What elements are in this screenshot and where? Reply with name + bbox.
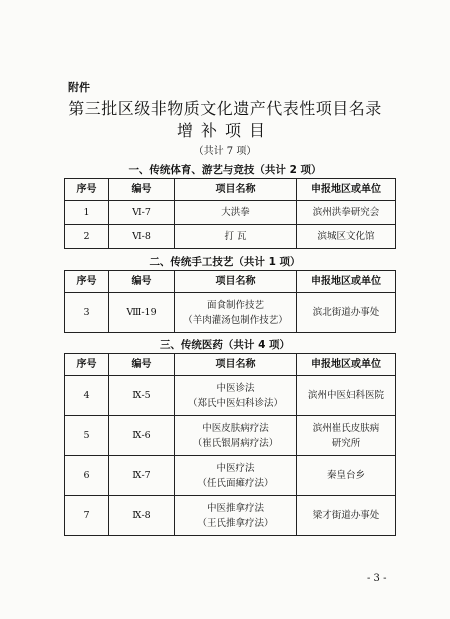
header-no: 序号	[65, 271, 109, 293]
row-no: 7	[65, 496, 109, 536]
row-name-line: 中医推拿疗法	[206, 502, 264, 514]
row-no: 4	[65, 376, 109, 416]
row-name-line: 中医诊法	[216, 382, 255, 394]
row-code: Ⅸ-7	[109, 456, 175, 496]
table-sports	[64, 178, 396, 249]
row-code: Ⅵ-7	[109, 201, 175, 225]
row-no: 6	[65, 456, 109, 496]
header-name: 项目名称	[175, 354, 297, 376]
section-heading-sports: 一、传统体育、游艺与竞技（共计 2 项）	[128, 164, 322, 176]
row-name-line: （王氏推拿疗法）	[197, 517, 274, 529]
header-unit: 申报地区或单位	[297, 354, 396, 376]
table-row	[65, 376, 396, 416]
row-name: 大洪拳	[175, 201, 297, 225]
row-no: 2	[65, 225, 109, 249]
row-no: 1	[65, 201, 109, 225]
table-row	[65, 496, 396, 536]
total-count: （共计 7 项）	[193, 146, 257, 157]
section-heading-crafts: 二、传统手工技艺（共计 1 项）	[149, 256, 301, 268]
page-title: 第三批区级非物质文化遗产代表性项目名录	[68, 99, 382, 118]
row-name-line: （郑氏中医妇科诊法）	[187, 397, 283, 409]
row-name-line: （任氏面瘫疗法）	[197, 477, 274, 489]
page-subtitle: 增补项目	[176, 121, 273, 140]
header-no: 序号	[65, 179, 109, 201]
table-row	[65, 225, 396, 249]
table-medicine	[64, 353, 396, 536]
row-name-line: （羊肉灌汤包制作技艺）	[183, 314, 288, 326]
row-name-line: （崔氏银屑病疗法）	[192, 437, 279, 449]
row-name	[175, 376, 297, 416]
header-unit: 申报地区或单位	[297, 179, 396, 201]
header-code: 编号	[109, 354, 175, 376]
row-unit: 滨州洪拳研究会	[297, 201, 396, 225]
row-unit-line: 研究所	[331, 437, 361, 449]
row-unit: 梁才街道办事处	[297, 496, 396, 536]
row-name	[175, 416, 297, 456]
table-row	[65, 201, 396, 225]
row-name	[175, 496, 297, 536]
page-number: - 3 -	[367, 573, 387, 584]
row-unit: 滨州中医妇科医院	[297, 376, 396, 416]
row-code: Ⅸ-8	[109, 496, 175, 536]
row-unit: 秦皇台乡	[297, 456, 396, 496]
row-name: 打 瓦	[175, 225, 297, 249]
header-unit: 申报地区或单位	[297, 271, 396, 293]
row-name-line: 中医皮肤病疗法	[202, 422, 269, 434]
table-header-row	[65, 271, 396, 293]
row-unit	[297, 416, 396, 456]
table-header-row	[65, 179, 396, 201]
row-unit: 滨城区文化馆	[297, 225, 396, 249]
header-code: 编号	[109, 271, 175, 293]
table-header-row	[65, 354, 396, 376]
row-name-line: 中医疗法	[216, 462, 255, 474]
row-code: Ⅷ-19	[109, 293, 175, 333]
row-name	[175, 456, 297, 496]
header-no: 序号	[65, 354, 109, 376]
table-crafts	[64, 270, 396, 333]
table-row	[65, 293, 396, 333]
row-code: Ⅵ-8	[109, 225, 175, 249]
row-unit: 滨北街道办事处	[297, 293, 396, 333]
attachment-label: 附件	[68, 81, 90, 94]
section-heading-medicine: 三、传统医药（共计 4 项）	[159, 339, 291, 351]
row-code: Ⅸ-6	[109, 416, 175, 456]
header-name: 项目名称	[175, 271, 297, 293]
row-name	[175, 293, 297, 333]
row-no: 3	[65, 293, 109, 333]
row-code: Ⅸ-5	[109, 376, 175, 416]
row-no: 5	[65, 416, 109, 456]
row-unit-line: 滨州崔氏皮肤病	[312, 422, 380, 434]
table-row	[65, 456, 396, 496]
header-name: 项目名称	[175, 179, 297, 201]
header-code: 编号	[109, 179, 175, 201]
table-row	[65, 416, 396, 456]
row-name-line: 面食制作技艺	[206, 299, 264, 311]
